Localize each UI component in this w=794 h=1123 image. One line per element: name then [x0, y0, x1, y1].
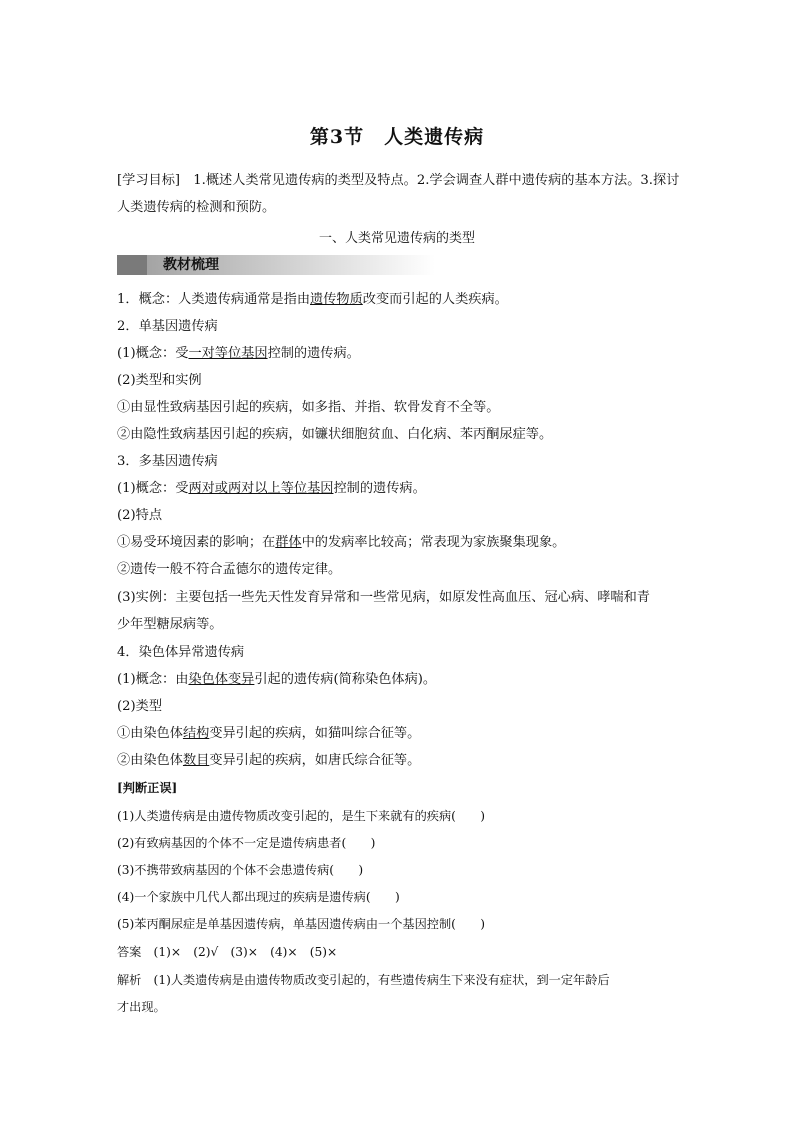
analysis-line-2: 才出现。: [117, 1000, 166, 1014]
judge-item-3: (3)不携带致病基因的个体不会患遗传病( ): [117, 863, 364, 877]
underlined-term: 一对等位基因: [188, 346, 268, 361]
objectives-text: 1.概述人类常见遗传病的类型及特点。2.学会调查人群中遗传病的基本方法。3.探讨人类遗传病的检测和预防。: [117, 173, 680, 215]
text-line-11: ②遗传一般不符合孟德尔的遗传定律。: [117, 562, 342, 577]
text-line-8: [117, 479, 426, 499]
banner-block: [117, 255, 147, 275]
objectives-label: [学习目标]: [117, 173, 181, 188]
text-line-1: [117, 290, 508, 310]
text-line-2: 2．单基因遗传病: [117, 319, 218, 334]
section-banner: [117, 255, 435, 275]
underlined-term: 结构: [182, 726, 210, 741]
text-line-4: (2)类型和实例: [117, 373, 202, 388]
text-segment: 变异引起的疾病，如猫叫综合征等。: [209, 726, 421, 741]
text-line-6: ②由隐性致病基因引起的疾病，如镰状细胞贫血、白化病、苯丙酮尿症等。: [117, 427, 553, 442]
text-line-14: 4．染色体异常遗传病: [117, 645, 245, 660]
underlined-term: 两对或两对以上等位基因: [188, 481, 334, 496]
text-line-9: (2)特点: [117, 508, 163, 523]
text-segment: 变异引起的疾病，如唐氏综合征等。: [209, 753, 421, 768]
underlined-term: 群体: [275, 535, 302, 550]
text-segment: 控制的遗传病。: [333, 481, 426, 496]
text-segment: (1)概念：由: [117, 672, 189, 687]
text-segment: 改变而引起的人类疾病。: [362, 292, 508, 307]
text-segment: ①由染色体: [117, 726, 183, 741]
judge-item-4: (4)一个家族中几代人都出现过的疾病是遗传病( ): [117, 890, 400, 904]
text-segment: ①易受环境因素的影响；在: [117, 535, 276, 550]
text-segment: 控制的遗传病。: [267, 346, 360, 361]
text-line-7: 3．多基因遗传病: [117, 454, 218, 469]
text-line-10: [117, 533, 565, 553]
text-segment: ②由染色体: [117, 753, 183, 768]
text-segment: (1)概念：受: [117, 346, 189, 361]
text-line-12: (3)实例：主要包括一些先天性发育异常和一些常见病，如原发性高血压、冠心病、哮喘和青: [117, 590, 650, 605]
judge-item-1: (1)人类遗传病是由遗传物质改变引起的，是生下来就有的疾病( ): [117, 809, 486, 823]
text-line-5: ①由显性致病基因引起的疾病，如多指、并指、软骨发育不全等。: [117, 400, 500, 415]
answer-text: (1)× (2)√ (3)× (4)× (5)×: [141, 945, 338, 959]
underlined-term: 染色体变异: [188, 672, 255, 687]
text-segment: (1)概念：受: [117, 481, 189, 496]
learning-objectives: [117, 167, 682, 221]
text-line-18: [117, 751, 420, 771]
analysis-label: 解析: [117, 973, 142, 987]
answer-label: 答案: [117, 945, 142, 959]
text-segment: 中的发病率比较高；常表现为家族聚集现象。: [301, 535, 566, 550]
text-line-17: [117, 724, 420, 744]
text-line-13: 少年型糖尿病等。: [117, 617, 223, 632]
page-title: 第3节 人类遗传病: [309, 126, 485, 148]
text-segment: 1．概念：人类遗传病通常是指由: [117, 292, 311, 307]
text-line-15: [117, 670, 436, 690]
text-line-16: (2)类型: [117, 699, 163, 714]
judge-heading: [判断正误]: [117, 781, 178, 795]
section-subheading: 一、人类常见遗传病的类型: [318, 231, 475, 246]
judge-item-5: (5)苯丙酮尿症是单基因遗传病，单基因遗传病由一个基因控制( ): [117, 917, 486, 931]
text-line-3: [117, 344, 360, 364]
text-segment: 引起的遗传病(简称染色体病)。: [254, 672, 437, 687]
analysis-line-1: [117, 970, 610, 990]
analysis-text: (1)人类遗传病是由遗传物质改变引起的，有些遗传病生下来没有症状，到一定年龄后: [141, 973, 610, 987]
underlined-term: 数目: [182, 753, 210, 768]
judge-item-2: (2)有致病基因的个体不一定是遗传病患者( ): [117, 836, 376, 850]
banner-label: 教材梳理: [163, 257, 219, 273]
underlined-term: 遗传物质: [310, 292, 363, 307]
answer-line: [117, 942, 337, 962]
